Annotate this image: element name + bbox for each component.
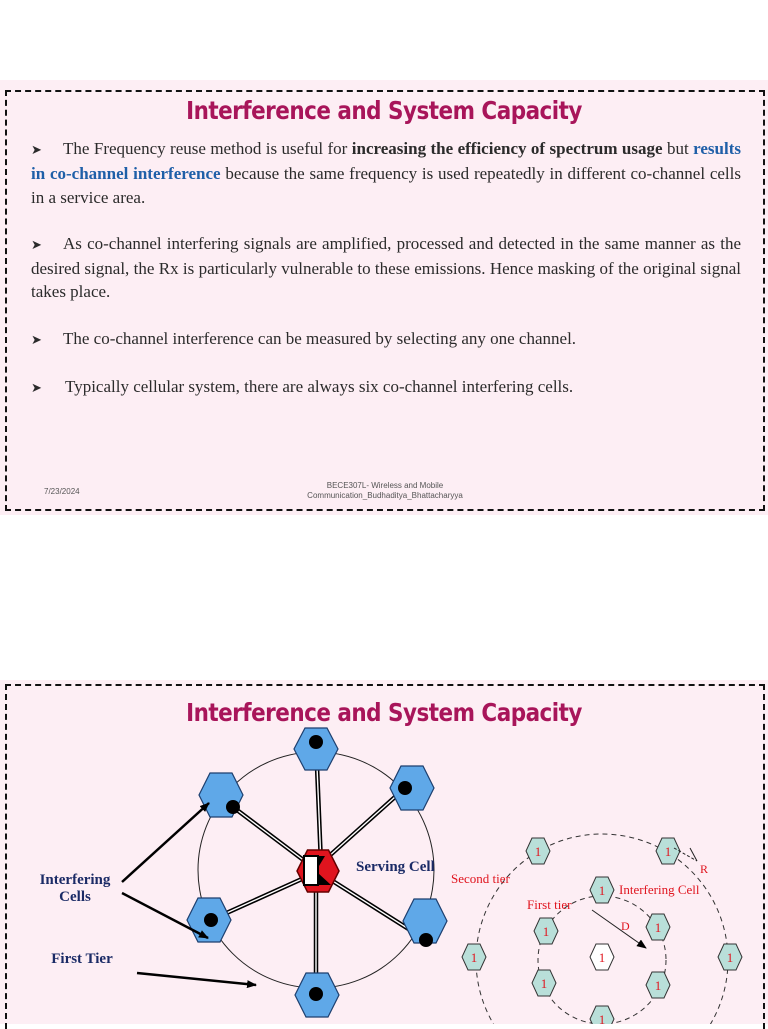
slide-2 [0,680,768,1024]
interfering-cells-label-1: Interfering [39,872,111,888]
cell-number: 1 [654,920,662,935]
cell-number: 1 [598,883,606,898]
cell-number: 1 [598,950,606,965]
arrowhead-bullet-icon: ➤ [31,332,42,348]
serving-cell [297,850,339,892]
cell-number: 1 [664,844,672,859]
emphasis-bold: increasing the efficiency of spectrum usage [351,139,663,158]
first-tier-label: First tier [527,897,572,912]
interfering-cell-label: Interfering Cell [619,882,700,897]
emphasis-blue: results in co-channel interference [31,139,741,184]
cell-number: 1 [654,978,662,993]
arrowhead-bullet-icon: ➤ [31,143,42,158]
arrowhead-bullet-icon: ➤ [31,237,42,253]
bullet-3: ➤ The co-channel interference can be measured by selecting any one channel. [31,327,741,352]
mobile-phone-icon [304,856,318,885]
second-tier-label: Second tier [451,871,510,886]
bullet-list [31,137,741,400]
radius-label: R [700,862,709,876]
bullet-1: ➤ The Frequency reuse method is useful for increasing the efficiency of spectrum usage but results in co-channel interference because the same frequency is used repeatedly in different co-channel cells in a service area. [31,139,741,207]
cell-number: 1 [534,844,542,859]
bullet-2: ➤ As co-channel interfering signals are amplified, processed and detected in the same manner as the desired signal, the Rx is particularly vulnerable to these emissions. Hence masking of the original signal takes place. [31,233,741,302]
distance-label: D [621,919,630,933]
footer-course: BECE307L- Wireless and Mobile Communication_Budhaditya_Bhattacharyya [307,481,463,500]
interfering-cells-label-2: Cells [59,889,91,905]
cell-number: 1 [542,924,550,939]
cell-number: 1 [598,1012,606,1024]
co-channel-diagram [0,680,768,1024]
cell-number: 1 [726,950,734,965]
bullet-4: ➤ Typically cellular system, there are always six co-channel interfering cells. [31,375,741,400]
cell-number: 1 [470,950,478,965]
slide-title: Interference and System Capacity [186,96,582,125]
cell-number: 1 [540,976,548,991]
reuse-tier-diagram [451,834,742,1024]
arrowhead-bullet-icon: ➤ [31,381,42,397]
slide-title: Interference and System Capacity [186,698,582,727]
label-arrows [122,803,256,985]
footer-date: 7/23/2024 [44,487,80,496]
first-tier-label: First Tier [51,951,113,967]
slide-1 [0,80,768,515]
serving-cell-label: Serving Cell [356,859,435,875]
